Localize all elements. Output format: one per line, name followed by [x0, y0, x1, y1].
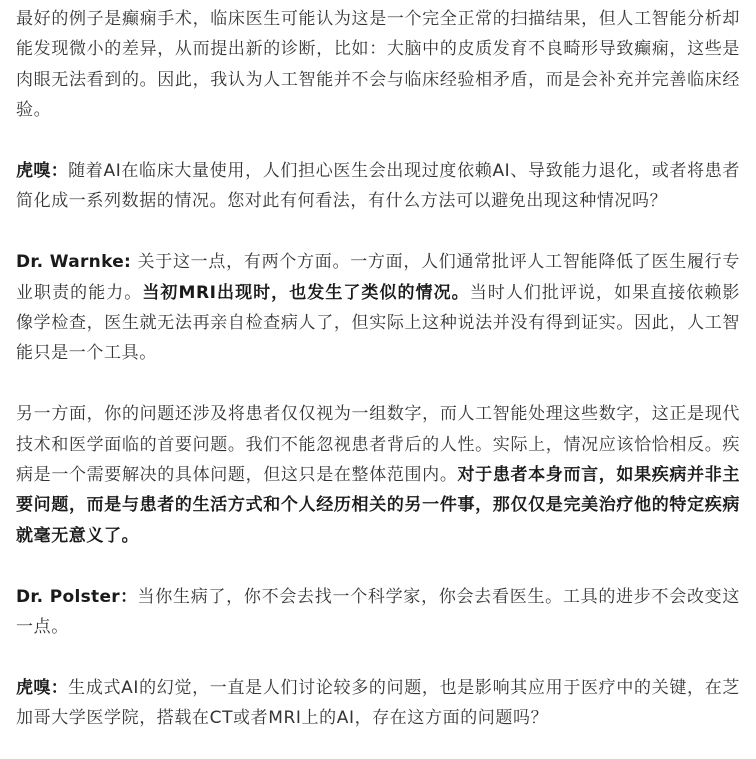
paragraph-text: 随着AI在临床大量使用，人们担心医生会出现过度依赖AI、导致能力退化，或者将患者简化成一系列数据的情况。您对此有何看法，有什么方法可以避免出现这种情况吗？ [16, 161, 740, 212]
paragraph-patient-humanity [16, 399, 740, 551]
answer-dr-warnke [16, 247, 740, 369]
paragraph-text: 最好的例子是癫痫手术，临床医生可能认为这是一个完全正常的扫描结果，但人工智能分析却能发现微小的差异，从而提出新的诊断，比如：大脑中的皮质发育不良畸形导致癫痫，这些是肉眼无法看到的。因此，我认为人工智能并不会与临床经验相矛盾，而是会补充并完善临床经验。 [16, 9, 740, 121]
paragraph-text: 另一方面，你的问题还涉及将患者仅仅视为一组数字，而人工智能处理这些数字，这正是现代技术和医学面临的首要问题。我们不能忽视患者背后的人性。实际上，情况应该恰恰相反。疾病是一个需要解决的具体问题，但这只是在整体范围内。 [16, 404, 740, 486]
paragraph-text: 当你生病了，你不会去找一个科学家，你会去看医生。工具的进步不会改变这一点。 [16, 586, 740, 638]
question-ai-hallucination [16, 673, 740, 734]
paragraph-text: 关于这一点，有两个方面。一方面，人们通常批评人工智能降低了医生履行专业职责的能力。 [16, 252, 740, 303]
answer-dr-polster [16, 582, 740, 643]
question-ai-dependence [16, 156, 740, 217]
emphasis-text: 当初MRI出现时，也发生了类似的情况。 [142, 282, 470, 303]
emphasis-text: 对于患者本身而言，如果疾病并非主要问题，而是与患者的生活方式和个人经历相关的另一件事，那仅仅是完美治疗他的特定疾病就毫无意义了。 [16, 465, 740, 546]
speaker-label: 虎嗅： [16, 677, 69, 698]
speaker-label: Dr. Warnke: [16, 252, 138, 273]
speaker-label: Dr. Polster： [16, 586, 138, 607]
paragraph-epilepsy-example [16, 4, 740, 126]
paragraph-text: 生成式AI的幻觉，一直是人们讨论较多的问题，也是影响其应用于医疗中的关键，在芝加哥大学医学院，搭载在CT或者MRI上的AI，存在这方面的问题吗？ [16, 677, 740, 729]
paragraph-text: 当时人们批评说，如果直接依赖影像学检查，医生就无法再亲自检查病人了，但实际上这种说法并没有得到证实。因此，人工智能只是一个工具。 [16, 282, 741, 364]
speaker-label: 虎嗅： [16, 161, 69, 182]
